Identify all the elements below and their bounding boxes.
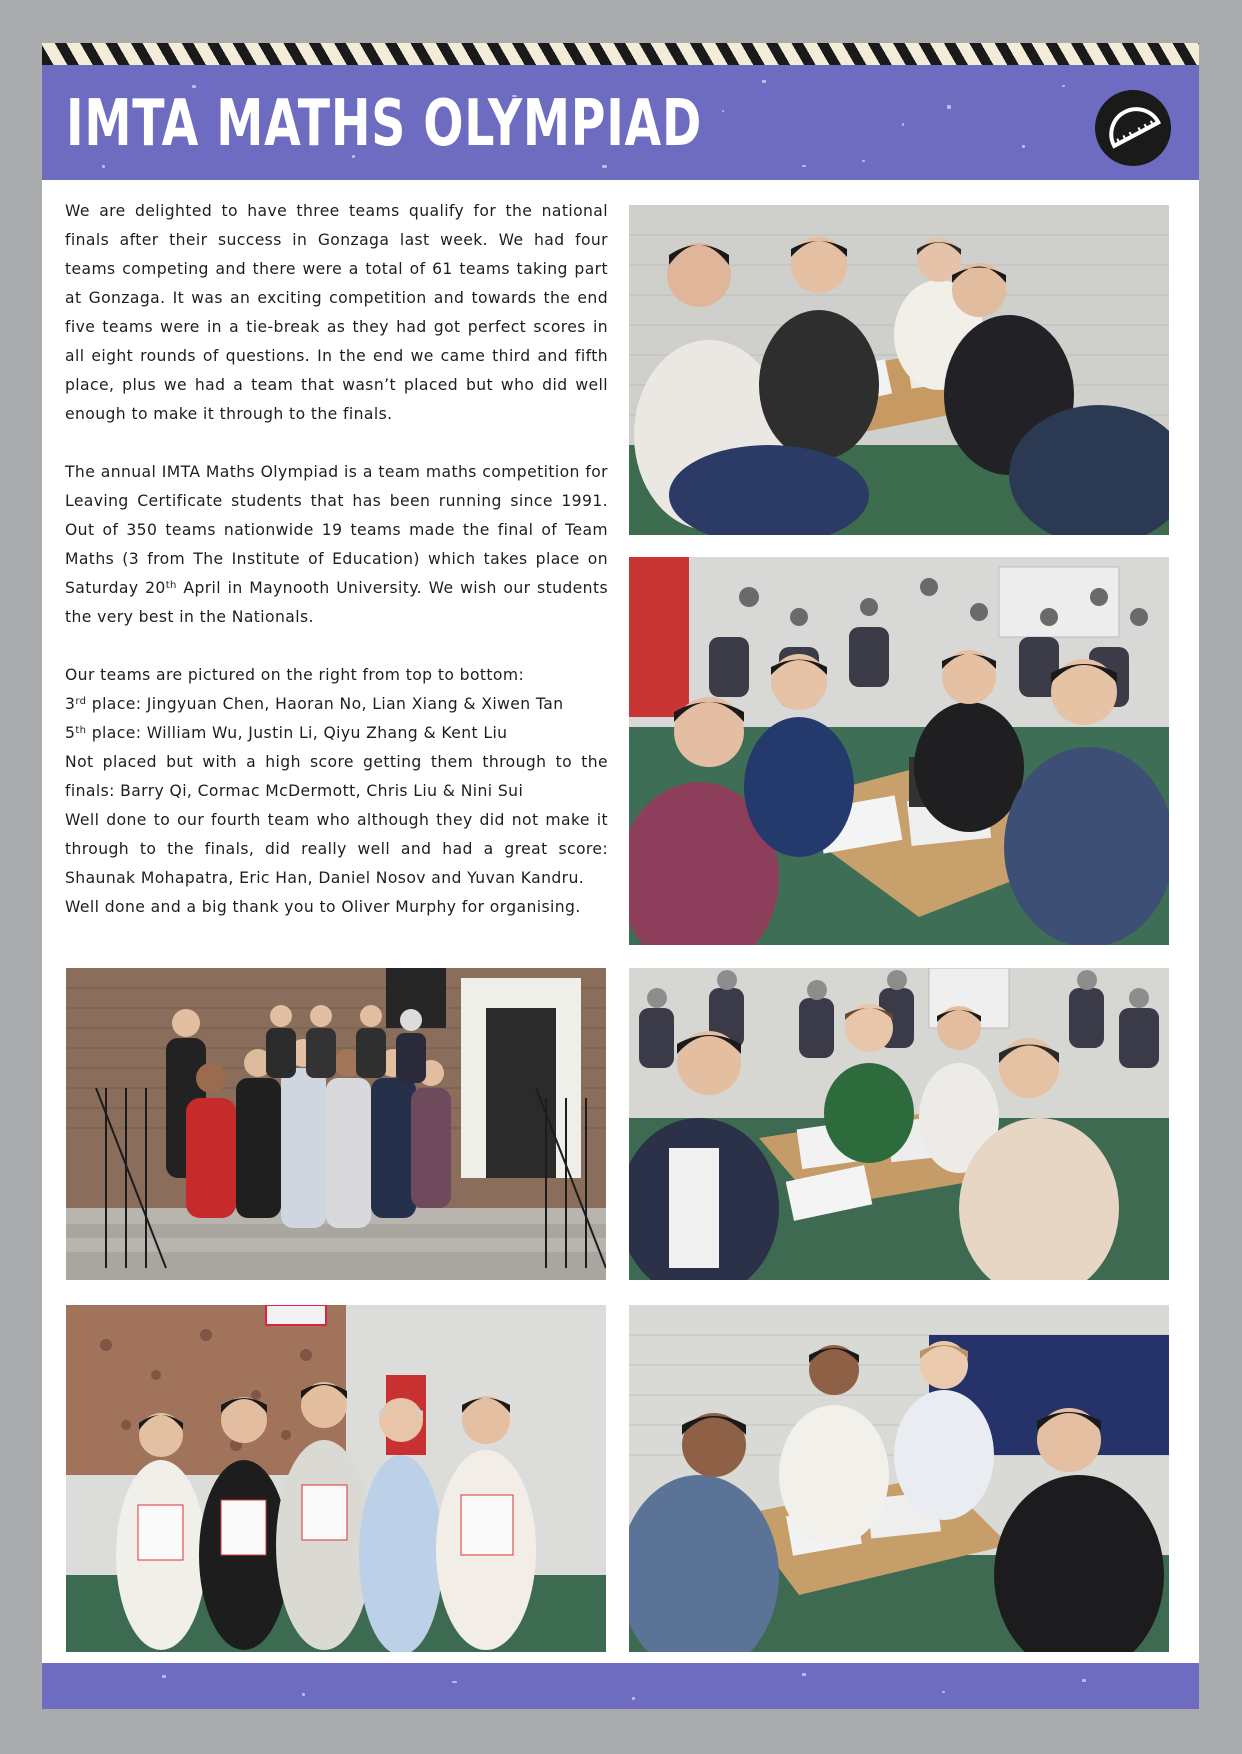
paragraph-competition: The annual IMTA Maths Olympiad is a team maths competition for Leaving Certificate students that has been running since 1991. Out of 350 teams nationwide 19 teams made the final of Team Maths (3 from The Institute of Education) which takes place on Saturday 20th April in Maynooth University. We wish our students the very best in the Nationals. [65, 463, 608, 626]
fourth-team: Well done to our fourth team who although they did not make it through to the finals, did really well and had a great score: Shaunak Mohapatra, Eric Han, Daniel Nosov and Yuvan Kandru. [65, 811, 608, 887]
article-body [65, 197, 608, 922]
paragraph-qualify: We are delighted to have three teams qualify for the national finals after their success in Gonzaga last week. We had four teams competing and there were a total of 61 teams taking part at Gonzaga. It was an exciting competition and towards the end five teams were in a tie-break as they had got perfect scores in all eight rounds of questions. In the end we came third and fifth place, plus we had a team that wasn’t placed but who did well enough to make it through to the finals. [65, 202, 608, 423]
fifth-place-team: 5th place: William Wu, Justin Li, Qiyu Zhang & Kent Liu [65, 724, 508, 742]
group-photo-icon [66, 968, 606, 1280]
newsletter-page [42, 43, 1199, 1709]
team-photo-icon [629, 557, 1169, 945]
award-photo-icon [66, 1305, 606, 1652]
team-photo-icon [629, 205, 1169, 535]
zigzag-border [42, 43, 1199, 65]
protractor-icon [1094, 89, 1172, 167]
page-title: IMTA MATHS OLYMPIAD [66, 87, 703, 161]
footer-banner [42, 1663, 1199, 1709]
third-place-team: 3rd place: Jingyuan Chen, Haoran No, Lian Xiang & Xiwen Tan [65, 695, 564, 713]
thanks-note: Well done and a big thank you to Oliver Murphy for organising. [65, 898, 581, 916]
teams-intro: Our teams are pictured on the right from top to bottom: [65, 666, 525, 684]
team-photo-icon [629, 968, 1169, 1280]
team-photo-icon [629, 1305, 1169, 1652]
header-banner [42, 65, 1199, 180]
not-placed-team: Not placed but with a high score getting them through to the finals: Barry Qi, Cormac McDermott, Chris Liu & Nini Sui [65, 753, 608, 800]
